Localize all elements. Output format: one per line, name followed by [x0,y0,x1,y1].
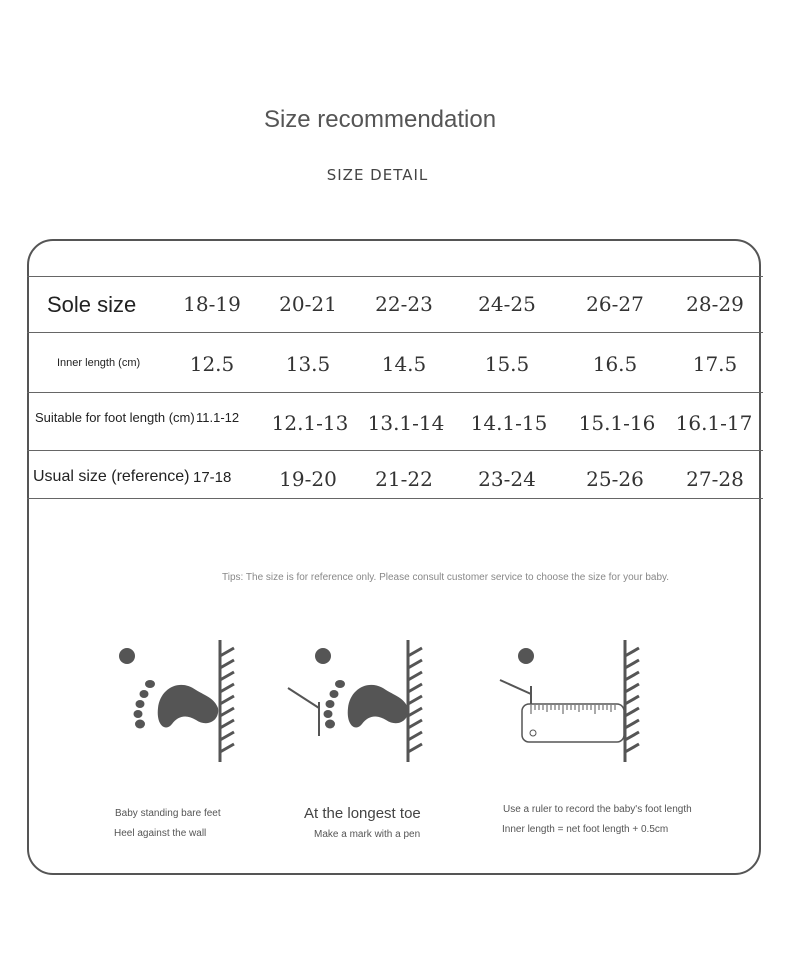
table-cell: 22-23 [375,292,433,316]
table-divider [27,332,763,333]
step-2-caption: At the longest toe [304,805,421,822]
table-cell: 15.5 [484,352,530,376]
table-cell: 16.1-17 [675,411,753,435]
bullet-dot-icon [119,648,135,664]
table-cell: 13.5 [285,352,331,376]
footprint-icon [324,680,409,729]
row-label-inner-length: Inner length (cm) [57,357,141,369]
step-1-subcaption: Heel against the wall [114,828,207,839]
table-cell: 23-24 [478,467,536,491]
table-cell: 19-20 [279,467,337,491]
table-cell: 14.1-15 [470,411,548,435]
table-cell: 16.5 [592,352,638,376]
table-cell: 17.5 [692,352,738,376]
table-cell: 12.1-13 [271,411,349,435]
pen-mark-icon [500,680,531,706]
bullet-dot-icon [315,648,331,664]
wall-icon [408,640,422,762]
table-cell: 17-18 [193,469,232,486]
table-cell: 15.1-16 [578,411,656,435]
tips-note: Tips: The size is for reference only. Please consult customer service to choose the size for your baby. [222,572,670,583]
table-divider [27,392,763,393]
footprint-icon [134,680,219,729]
table-divider [27,276,763,277]
ruler-measure-illustration [495,636,650,766]
page-subtitle: SIZE DETAIL [326,166,429,184]
table-cell: 25-26 [586,467,644,491]
wall-icon [625,640,639,762]
mark-toe-illustration [285,636,435,766]
table-cell: 28-29 [686,292,744,316]
wall-icon [220,640,234,762]
size-card [27,239,761,875]
row-label-sole-size: Sole size [47,292,137,317]
table-cell: 27-28 [686,467,744,491]
table-cell: 12.5 [189,352,235,376]
page-title: Size recommendation [263,106,497,133]
step-2-subcaption: Make a mark with a pen [314,829,421,840]
step-3-subcaption: Inner length = net foot length + 0.5cm [502,824,669,835]
table-cell: 24-25 [478,292,536,316]
table-cell: 14.5 [381,352,427,376]
row-label-foot-length: Suitable for foot length (cm) [35,410,195,425]
foot-against-wall-illustration [110,636,250,766]
pen-mark-icon [288,688,319,736]
table-cell: 20-21 [279,292,337,316]
ruler-icon [522,704,624,742]
bullet-dot-icon [518,648,534,664]
row-label-usual-size: Usual size (reference) [33,468,190,485]
step-3-caption: Use a ruler to record the baby's foot length [503,804,692,815]
table-cell: 13.1-14 [367,411,445,435]
table-cell: 26-27 [586,292,644,316]
table-divider [27,498,763,499]
step-1-caption: Baby standing bare feet [115,808,221,819]
table-cell: 18-19 [183,292,241,316]
table-cell: 21-22 [375,467,433,491]
table-cell: 11.1-12 [196,410,240,425]
table-divider [27,450,763,451]
